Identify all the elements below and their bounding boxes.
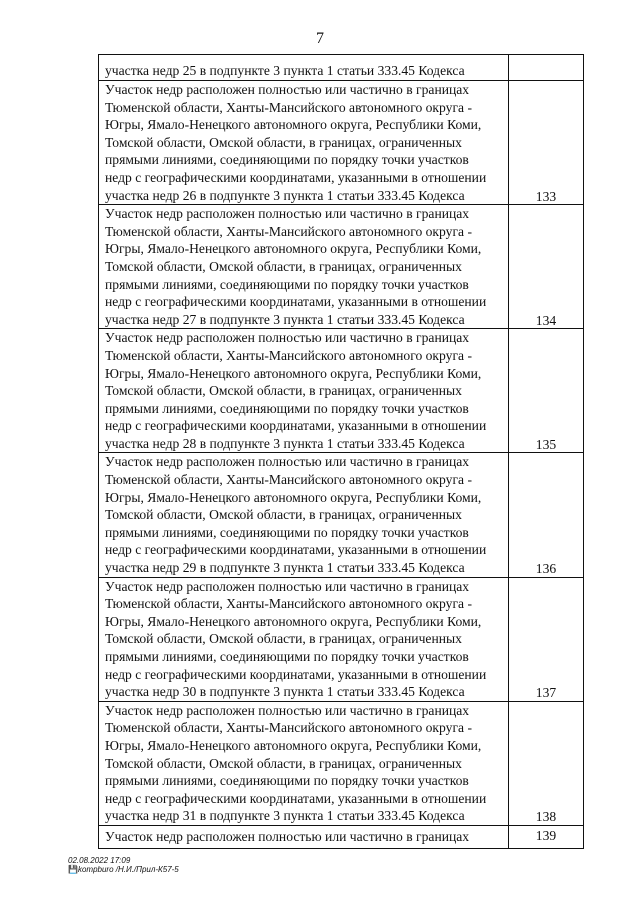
cell-text-line: Югры, Ямало-Ненецкого автономного округа, Республики Коми, (105, 737, 482, 753)
number-cell: 135 (509, 329, 584, 453)
table-row (99, 453, 584, 577)
table-row (99, 205, 584, 329)
cell-text-line: Тюменской области, Ханты-Мансийского автономного округа - (105, 347, 472, 363)
cell-text-line: недр с географическими координатами, указанными в отношении (105, 294, 487, 310)
number-cell: 137 (509, 577, 584, 701)
table-row (99, 825, 584, 848)
cell-text-line: Томской области, Омской области, в границах, ограниченных (105, 755, 462, 771)
cell-text-line: Тюменской области, Ханты-Мансийского автономного округа - (105, 720, 472, 736)
cell-text-line: участка недр 29 в подпункте 3 пункта 1 статьи 333.45 Кодекса (105, 560, 465, 576)
cell-text-line: Тюменской области, Ханты-Мансийского автономного округа - (105, 99, 472, 115)
cell-text-line: участка недр 31 в подпункте 3 пункта 1 статьи 333.45 Кодекса (105, 808, 465, 824)
cell-text-line: Югры, Ямало-Ненецкого автономного округа, Республики Коми, (105, 489, 482, 505)
cell-text-line: Томской области, Омской области, в границах, ограниченных (105, 383, 462, 399)
cell-text-line: Югры, Ямало-Ненецкого автономного округа, Республики Коми, (105, 365, 482, 381)
table-row (99, 577, 584, 701)
cell-text-line: Участок недр расположен полностью или частично в границах (105, 828, 470, 844)
text-cell (99, 453, 509, 577)
cell-text-line: прямыми линиями, соединяющими по порядку точки участков (105, 152, 469, 168)
cell-text-line: Тюменской области, Ханты-Мансийского автономного округа - (105, 472, 472, 488)
cell-text-line: участка недр 28 в подпункте 3 пункта 1 статьи 333.45 Кодекса (105, 435, 465, 451)
table-row (99, 701, 584, 825)
cell-text-line: прямыми линиями, соединяющими по порядку точки участков (105, 524, 469, 540)
number-cell: 133 (509, 81, 584, 205)
table-body (99, 55, 584, 849)
cell-text-line: Тюменской области, Ханты-Мансийского автономного округа - (105, 223, 472, 239)
cell-text-line: участка недр 25 в подпункте 3 пункта 1 статьи 333.45 Кодекса (105, 63, 465, 79)
cell-text-line: недр с географическими координатами, указанными в отношении (105, 542, 487, 558)
cell-text-line: Югры, Ямало-Ненецкого автономного округа, Республики Коми, (105, 117, 482, 133)
number-cell: 139 (509, 825, 584, 848)
cell-text-line: прямыми линиями, соединяющими по порядку точки участков (105, 276, 469, 292)
text-cell (99, 577, 509, 701)
table-row (99, 81, 584, 205)
cell-text-line: Томской области, Омской области, в границах, ограниченных (105, 134, 462, 150)
cell-text-line: недр с географическими координатами, указанными в отношении (105, 169, 487, 185)
text-cell (99, 701, 509, 825)
cell-text-line: недр с географическими координатами, указанными в отношении (105, 418, 487, 434)
cell-text-line: Участок недр расположен полностью или частично в границах (105, 82, 470, 97)
cell-text-line: Югры, Ямало-Ненецкого автономного округа, Республики Коми, (105, 613, 482, 629)
cell-text-line: Томской области, Омской области, в границах, ограниченных (105, 507, 462, 523)
cell-text-line: недр с географическими координатами, указанными в отношении (105, 666, 487, 682)
cell-text-line: участка недр 27 в подпункте 3 пункта 1 статьи 333.45 Кодекса (105, 311, 465, 327)
cell-text-line: недр с географическими координатами, указанными в отношении (105, 790, 487, 806)
disk-icon: 💾 (68, 865, 78, 874)
table-row (99, 329, 584, 453)
document-table (98, 54, 584, 849)
cell-text-line: Томской области, Омской области, в границах, ограниченных (105, 631, 462, 647)
cell-text-line: Югры, Ямало-Ненецкого автономного округа, Республики Коми, (105, 241, 482, 257)
cell-text-line: прямыми линиями, соединяющими по порядку точки участков (105, 649, 469, 664)
text-cell (99, 55, 509, 81)
page-number: 7 (316, 30, 324, 47)
text-cell (99, 825, 509, 848)
cell-text-line: участка недр 30 в подпункте 3 пункта 1 статьи 333.45 Кодекса (105, 684, 465, 700)
cell-text-line: прямыми линиями, соединяющими по порядку точки участков (105, 400, 469, 416)
cell-text-line: Томской области, Омской области, в границах, ограниченных (105, 258, 462, 274)
table-row (99, 55, 584, 81)
cell-text-line: Участок недр расположен полностью или частично в границах (105, 454, 470, 470)
number-cell: 134 (509, 205, 584, 329)
cell-text-line: Участок недр расположен полностью или частично в границах (105, 330, 470, 346)
cell-text-line: участка недр 26 в подпункте 3 пункта 1 статьи 333.45 Кодекса (105, 187, 465, 203)
footer-date: 02.08.2022 17:09 (68, 856, 131, 865)
number-cell: 138 (509, 701, 584, 825)
number-cell: 136 (509, 453, 584, 577)
text-cell (99, 329, 509, 453)
text-cell (99, 81, 509, 205)
text-cell (99, 205, 509, 329)
cell-text-line: Участок недр расположен полностью или частично в границах (105, 206, 470, 222)
footer-stamp (68, 856, 179, 874)
cell-text-line: Тюменской области, Ханты-Мансийского автономного округа - (105, 596, 472, 612)
number-cell (509, 55, 584, 81)
cell-text-line: Участок недр расположен полностью или частично в границах (105, 702, 470, 718)
footer-path: kompburo /Н.И./Прил-К57-5 (77, 865, 179, 874)
cell-text-line: Участок недр расположен полностью или частично в границах (105, 578, 470, 594)
cell-text-line: прямыми линиями, соединяющими по порядку точки участков (105, 773, 469, 789)
